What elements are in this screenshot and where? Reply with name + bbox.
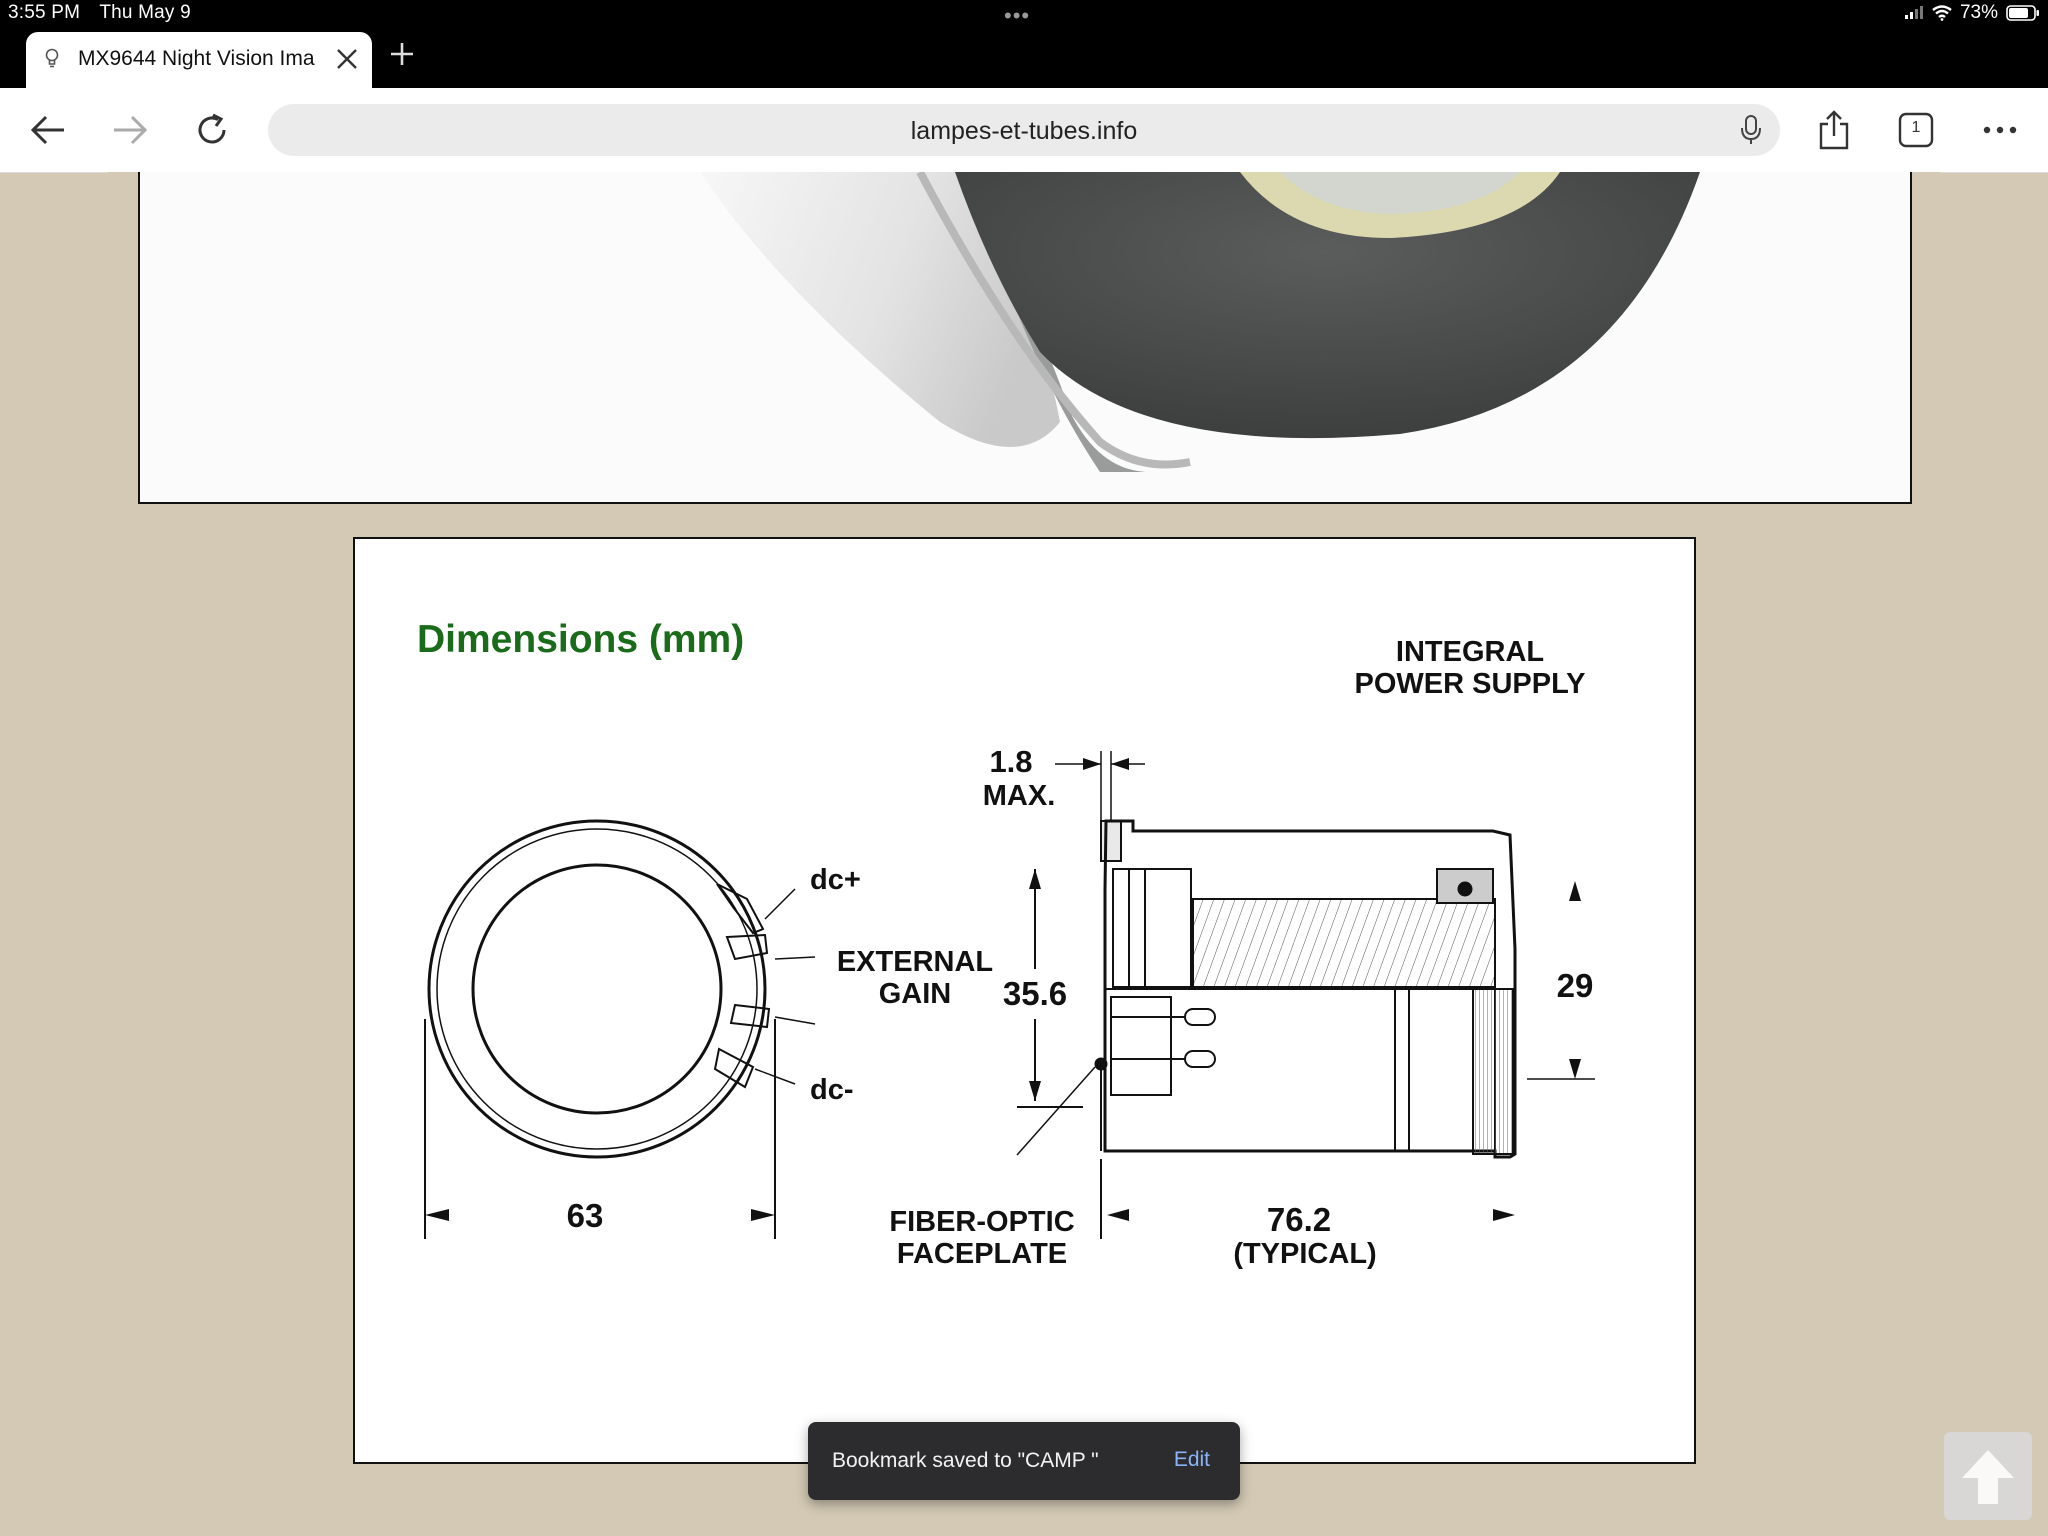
end-view-drawing	[425, 821, 815, 1239]
side-view-drawing	[1017, 751, 1595, 1239]
up-arrow-icon	[1944, 1432, 2032, 1520]
label-dim-29: 29	[1556, 967, 1594, 1004]
label-integral: INTEGRAL	[1395, 636, 1545, 668]
multitasking-dots[interactable]: •••	[1004, 3, 1031, 28]
browser-toolbar	[0, 88, 2048, 173]
scroll-to-top-button[interactable]	[1944, 1432, 2032, 1520]
new-tab-icon[interactable]	[388, 40, 416, 68]
diagram-drawing	[355, 539, 1694, 1462]
label-faceplate: FACEPLATE	[896, 1238, 1068, 1270]
label-external: EXTERNAL	[836, 946, 994, 978]
label-dim-63: 63	[566, 1197, 604, 1234]
label-dim-76-2: 76.2	[1266, 1201, 1332, 1238]
microphone-icon[interactable]	[1740, 114, 1762, 146]
forward-arrow-icon	[112, 114, 148, 146]
label-fiber-optic: FIBER-OPTIC	[889, 1206, 1075, 1238]
wifi-icon	[1932, 5, 1952, 21]
more-menu-button[interactable]	[1978, 108, 2022, 152]
lightbulb-icon	[44, 48, 60, 70]
tab-count: 1	[1911, 119, 1921, 136]
share-icon	[1818, 110, 1850, 150]
forward-button[interactable]	[108, 108, 152, 152]
label-dim-35-6: 35.6	[1002, 975, 1068, 1012]
label-dc-minus: dc-	[810, 1074, 854, 1106]
bookmark-toast	[808, 1422, 1240, 1500]
status-bar-left	[8, 2, 205, 24]
url-text[interactable]: lampes-et-tubes.info	[910, 117, 1138, 145]
status-time: 3:55 PM	[8, 2, 81, 23]
tube-photo-image	[140, 172, 1910, 502]
tab-switcher-button[interactable]	[1894, 108, 1938, 152]
label-power-supply: POWER SUPPLY	[1354, 668, 1586, 700]
toast-edit-button[interactable]: Edit	[1173, 1448, 1210, 1471]
back-arrow-icon	[30, 114, 66, 146]
browser-tab-active[interactable]	[26, 32, 372, 88]
back-button[interactable]	[26, 108, 70, 152]
more-dots-icon	[1982, 125, 2018, 135]
label-typical: (TYPICAL)	[1233, 1238, 1377, 1270]
label-dc-plus: dc+	[810, 864, 861, 896]
diagram-title: Dimensions (mm)	[417, 618, 745, 661]
reload-icon	[194, 112, 230, 148]
browser-top-bar	[0, 0, 2048, 88]
status-date: Thu May 9	[99, 2, 191, 23]
signal-icon	[1904, 6, 1924, 20]
battery-icon	[2006, 5, 2040, 21]
product-photo	[138, 172, 1912, 504]
tab-title: MX9644 Night Vision Ima	[78, 47, 315, 70]
dimensions-diagram	[353, 537, 1696, 1464]
reload-button[interactable]	[190, 108, 234, 152]
label-gain: GAIN	[878, 978, 952, 1010]
label-max-word: MAX.	[982, 780, 1056, 812]
status-bar-right	[1904, 2, 2040, 24]
toast-message: Bookmark saved to "CAMP "	[832, 1449, 1099, 1472]
battery-percent: 73%	[1959, 2, 1998, 23]
close-tab-icon[interactable]	[334, 46, 360, 72]
share-button[interactable]	[1812, 108, 1856, 152]
address-bar[interactable]	[268, 104, 1780, 156]
label-max-value: 1.8	[989, 744, 1033, 779]
